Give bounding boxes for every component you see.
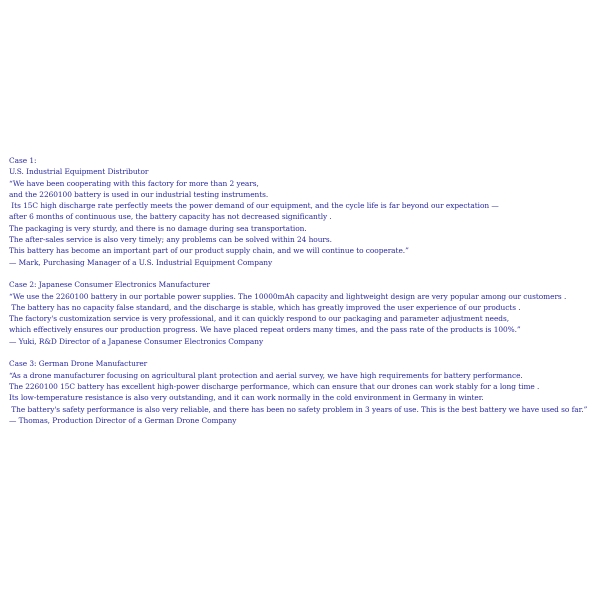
case-1-quote-line: “We have been cooperating with this factory for more than 2 years,: [9, 178, 259, 188]
case-1-quote-line: The packaging is very sturdy, and there is no damage during sea transportation.: [9, 223, 307, 233]
case-1-quote-line: Its 15C high discharge rate perfectly meets the power demand of our equipment, and the cycle life is far beyond our expectation —: [9, 201, 499, 211]
case-2: [9, 279, 595, 347]
case-2-heading: Case 2: Japanese Consumer Electronics Manufacturer: [9, 280, 211, 290]
case-3-heading: Case 3: German Drone Manufacturer: [9, 359, 148, 369]
case-3: [9, 358, 595, 426]
case-1-heading: Case 1:: [9, 156, 37, 165]
case-3-attribution: — Thomas, Production Director of a German Drone Company: [9, 415, 237, 425]
case-1-company: U.S. Industrial Equipment Distributor: [9, 167, 149, 177]
case-3-quote-line: The 2260100 15C battery has excellent high-power discharge performance, which can ensure that our drones can work stably for a long time .: [9, 381, 540, 391]
case-1-attribution: — Mark, Purchasing Manager of a U.S. Industrial Equipment Company: [9, 257, 273, 267]
case-1: [9, 155, 595, 268]
case-2-quote-line: which effectively ensures our production progress. We have placed repeat orders many times, and the pass rate of the products is 100%.”: [9, 325, 521, 335]
case-3-quote-line: The battery's safety performance is also very reliable, and there has been no safety problem in 3 years of use. This is the best battery we have used so far.”: [9, 404, 588, 414]
case-3-quote-line: “As a drone manufacturer focusing on agricultural plant protection and aerial survey, we have high requirements for battery performance.: [9, 370, 523, 380]
testimonials-document: [9, 155, 595, 426]
case-1-quote-line: The after-sales service is also very timely; any problems can be solved within 24 hours.: [9, 235, 332, 245]
case-3-quote-line: Its low-temperature resistance is also very outstanding, and it can work normally in the cold environment in Germany in winter.: [9, 393, 484, 403]
case-1-quote-line: and the 2260100 battery is used in our industrial testing instruments.: [9, 189, 269, 199]
case-2-quote-line: The factory's customization service is very professional, and it can quickly respond to our packaging and parameter adjustment needs,: [9, 314, 510, 324]
case-2-quote-line: The battery has no capacity false standard, and the discharge is stable, which has greatly improved the user experience of our products .: [9, 302, 521, 312]
case-2-attribution: — Yuki, R&D Director of a Japanese Consumer Electronics Company: [9, 336, 264, 346]
case-1-quote-line: This battery has become an important part of our product supply chain, and we will continue to cooperate.”: [9, 246, 409, 256]
case-2-quote-line: “We use the 2260100 battery in our portable power supplies. The 10000mAh capacity and lightweight design are very popular among our customers .: [9, 291, 567, 301]
case-1-quote-line: after 6 months of continuous use, the battery capacity has not decreased significantly .: [9, 212, 332, 222]
